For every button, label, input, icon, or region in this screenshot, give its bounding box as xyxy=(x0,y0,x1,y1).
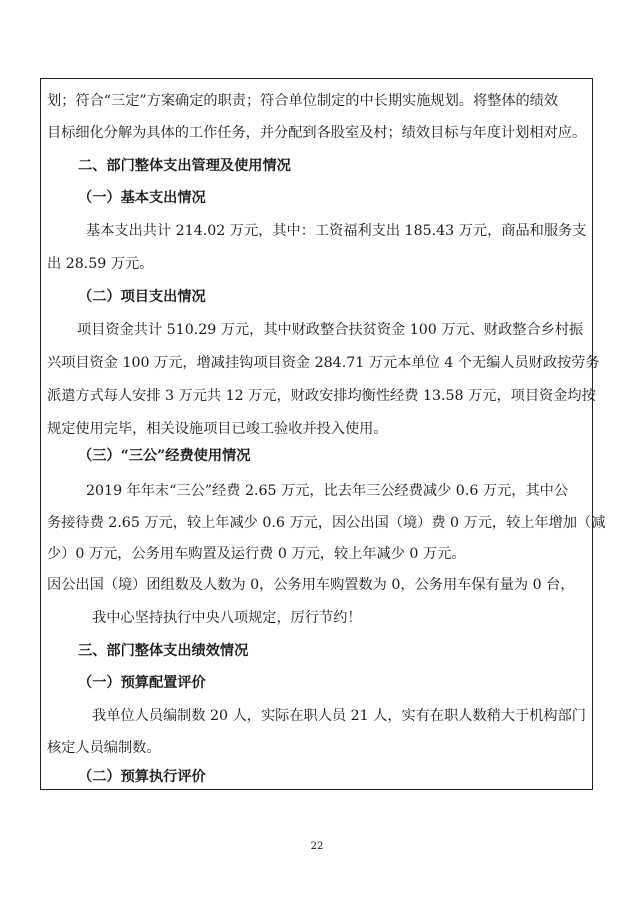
section-heading-3: 三、部门整体支出绩效情况 xyxy=(78,643,249,659)
text-line: 2019 年年末“三公”经费 2.65 万元，比去年三公经费减少 0.6 万元，其中公 xyxy=(86,483,569,499)
text-line: 项目资金共计 510.29 万元，其中财政整合扶贫资金 100 万元、财政整合乡村振 xyxy=(77,322,584,338)
subheading-basic-expenditure: （一）基本支出情况 xyxy=(78,190,206,206)
subheading-project-expenditure: （二）项目支出情况 xyxy=(78,289,206,305)
section-heading-2: 二、部门整体支出管理及使用情况 xyxy=(78,158,291,174)
text-line: 出 28.59 万元。 xyxy=(47,256,154,272)
text-line: 我中心坚持执行中央八项规定，厉行节约！ xyxy=(92,610,362,626)
subheading-budget-allocation: （一）预算配置评价 xyxy=(78,675,206,691)
text-line: 基本支出共计 214.02 万元，其中：工资福利支出 185.43 万元，商品和服务支 xyxy=(86,223,587,239)
subheading-budget-execution: （二）预算执行评价 xyxy=(78,769,206,785)
text-line: 规定使用完毕，相关设施项目已竣工验收并投入使用。 xyxy=(47,421,388,437)
page-number: 22 xyxy=(310,841,324,852)
text-line: 务接待费 2.65 万元，较上年减少 0.6 万元，因公出国（境）费 0 万元，较上年增加（减 xyxy=(47,515,606,531)
text-line: 因公出国（境）团组数及人数为 0，公务用车购置数为 0，公务用车保有量为 0 台， xyxy=(47,577,575,593)
subheading-three-public: （三）“三公”经费使用情况 xyxy=(78,448,251,464)
text-line: 核定人员编制数。 xyxy=(47,740,161,756)
text-line: 兴项目资金 100 万元，增减挂钩项目资金 284.71 万元本单位 4 个无编人员财政按劳务 xyxy=(47,355,600,371)
text-line: 目标细化分解为具体的工作任务，并分配到各股室及村；绩效目标与年度计划相对应。 xyxy=(47,125,587,141)
text-line: 划；符合“三定”方案确定的职责；符合单位制定的中长期实施规划。将整体的绩效 xyxy=(47,93,559,109)
text-line: 少）0 万元，公务用车购置及运行费 0 万元，较上年减少 0 万元。 xyxy=(47,546,466,562)
text-line: 我单位人员编制数 20 人，实际在职人员 21 人，实有在职人数稍大于机构部门 xyxy=(92,708,586,724)
text-line: 派遣方式每人安排 3 万元共 12 万元，财政安排均衡性经费 13.58 万元，项目资金均按 xyxy=(47,388,596,404)
